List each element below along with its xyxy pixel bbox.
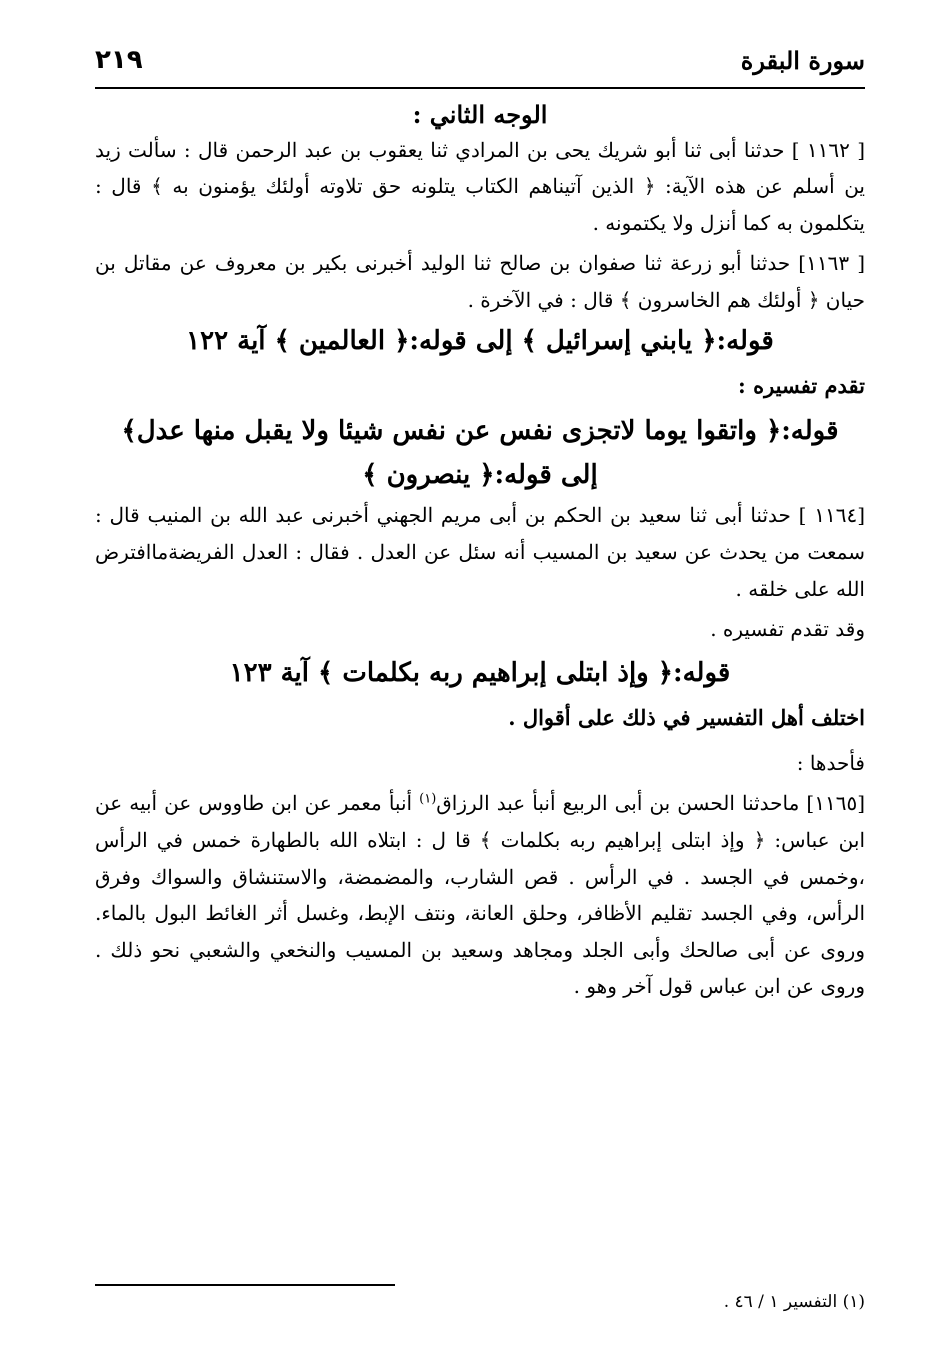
hadith-1165-rest: أنبأ معمر عن ابن طاووس عن أبيه عن ابن عباس: ﴿ وإذ ابتلى إبراهيم ربه بكلمات ﴾ قا ل : ابتلاه الله بالطهارة خمس في الرأس ،وخمس في الجسد . في الرأس . قص الشارب، والمضمضة، والاستنشاق والسواك وفرق الرأس، وفي الجسد تقليم الأظافر، وحلق العانة، ونتف الإبط، وغسل أثر الغائط البول بالماء. وروى عن أبى صالحك وأبى الجلد ومجاهد وسعيد بن المسيب والنخعي والشعبي نحو ذلك . وروى عن ابن عباس قول آخر وهو . — [95, 791, 865, 999]
book-page — [95, 40, 865, 1340]
page-number: ٢١٩ — [95, 45, 143, 75]
verse-heading-122: قوله:﴿ يابني إسرائيل ﴾ إلى قوله:﴿ العالمين ﴾ آية ١٢٢ — [186, 325, 774, 356]
page-body — [95, 98, 865, 1005]
first-opinion-label: فأحدها : — [796, 751, 865, 776]
already-explained-note: تقدم تفسيره : — [738, 372, 865, 398]
section-heading: الوجه الثاني : — [412, 100, 548, 129]
hadith-1163: [ ١١٦٣] حدثنا أبو زرعة ثنا صفوان بن صالح ثنا الوليد أخبرنى بكير بن معروف عن مقاتل بن حيان ﴿ أولئك هم الخاسرون ﴾ قال : في الآخرة . — [95, 251, 866, 312]
verse-heading-123-line1: قوله:﴿ واتقوا يوما لاتجزى نفس عن نفس شيئا ولا يقبل منها عدل﴾ — [121, 415, 839, 446]
footnote-rule — [95, 1284, 395, 1286]
hadith-1162: [ ١١٦٢ ] حدثنا أبى ثنا أبو شريك يحى بن المرادي ثنا يعقوب بن عبد الرحمن قال : سألت زيد ين أسلم عن هذه الآية: ﴿ الذين آتيناهم الكتاب يتلونه حق تلاوته أولئك يؤمنون به ﴾ قال : يتكلمون به كما أنزل ولا يكتمونه . — [95, 137, 866, 235]
verse-heading-124: قوله:﴿ وإذ ابتلى إبراهيم ربه بكلمات ﴾ آية ١٢٣ — [229, 658, 731, 689]
hadith-1165-start: [١١٦٥] ماحدثنا الحسن بن أبى الربيع أنبأ عبد الرزاق — [436, 791, 865, 816]
hadith-1165 — [95, 785, 865, 1005]
scholars-differ-note: اختلف أهل التفسير في ذلك على أقوال . — [508, 705, 865, 731]
footnote-reference[interactable]: (١) — [419, 791, 437, 807]
footnote: (١) التفسير ١ / ٤٦ . — [723, 1292, 865, 1312]
header-rule — [95, 87, 865, 89]
verse-heading-123-line2: إلى قوله:﴿ ينصرون ﴾ — [362, 460, 598, 491]
surah-title: سورة البقرة — [740, 45, 865, 75]
already-explained-note-2: وقد تقدم تفسيره . — [710, 617, 865, 642]
hadith-1164: [١١٦٤ ] حدثنا أبى ثنا سعيد بن الحكم بن أبى مريم الجهني أخبرنى عبد الله بن المنيب قال : سمعت من يحدث عن سعيد بن المسيب أنه سئل عن العدل . فقال : العدل الفريضةماافترض الله على خلقه . — [95, 503, 865, 601]
page-header — [95, 40, 865, 80]
